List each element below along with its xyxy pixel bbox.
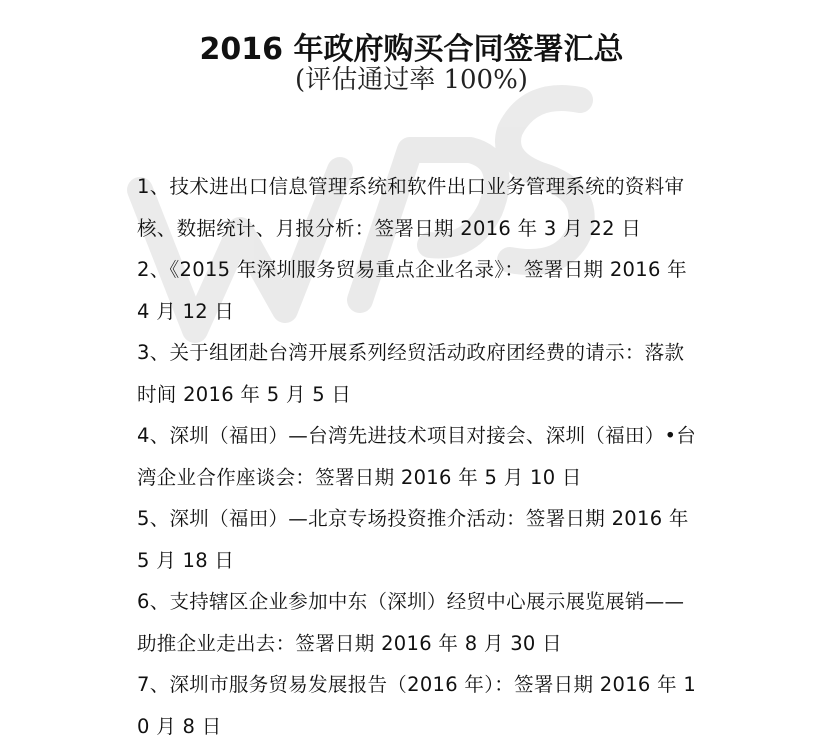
list-item: 7、深圳市服务贸易发展报告（2016 年）：签署日期 2016 年 10 月 8 日 — [137, 673, 697, 738]
list-item: 5、深圳（福田）—北京专场投资推介活动：签署日期 2016 年 5 月 18 日 — [137, 507, 689, 572]
list-item: 6、支持辖区企业参加中东（深圳）经贸中心展示展览展销——助推企业走出去：签署日期 2016 年 8 月 30 日 — [137, 590, 685, 655]
list-item: 2、《2015 年深圳服务贸易重点企业名录》：签署日期 2016 年 4 月 12 日 — [137, 258, 687, 323]
document-subtitle: (评估通过率 100%) — [295, 65, 528, 95]
document-title: 2016 年政府购买合同签署汇总 — [199, 32, 624, 68]
contract-list — [137, 166, 697, 747]
list-item: 3、关于组团赴台湾开展系列经贸活动政府团经费的请示：落款时间 2016 年 5 月 5 日 — [137, 341, 685, 406]
list-item: 4、深圳（福田）—台湾先进技术项目对接会、深圳（福田）•台湾企业合作座谈会：签署日期 2016 年 5 月 10 日 — [137, 424, 697, 489]
list-item: 1、技术进出口信息管理系统和软件出口业务管理系统的资料审核、数据统计、月报分析：签署日期 2016 年 3 月 22 日 — [137, 175, 685, 240]
